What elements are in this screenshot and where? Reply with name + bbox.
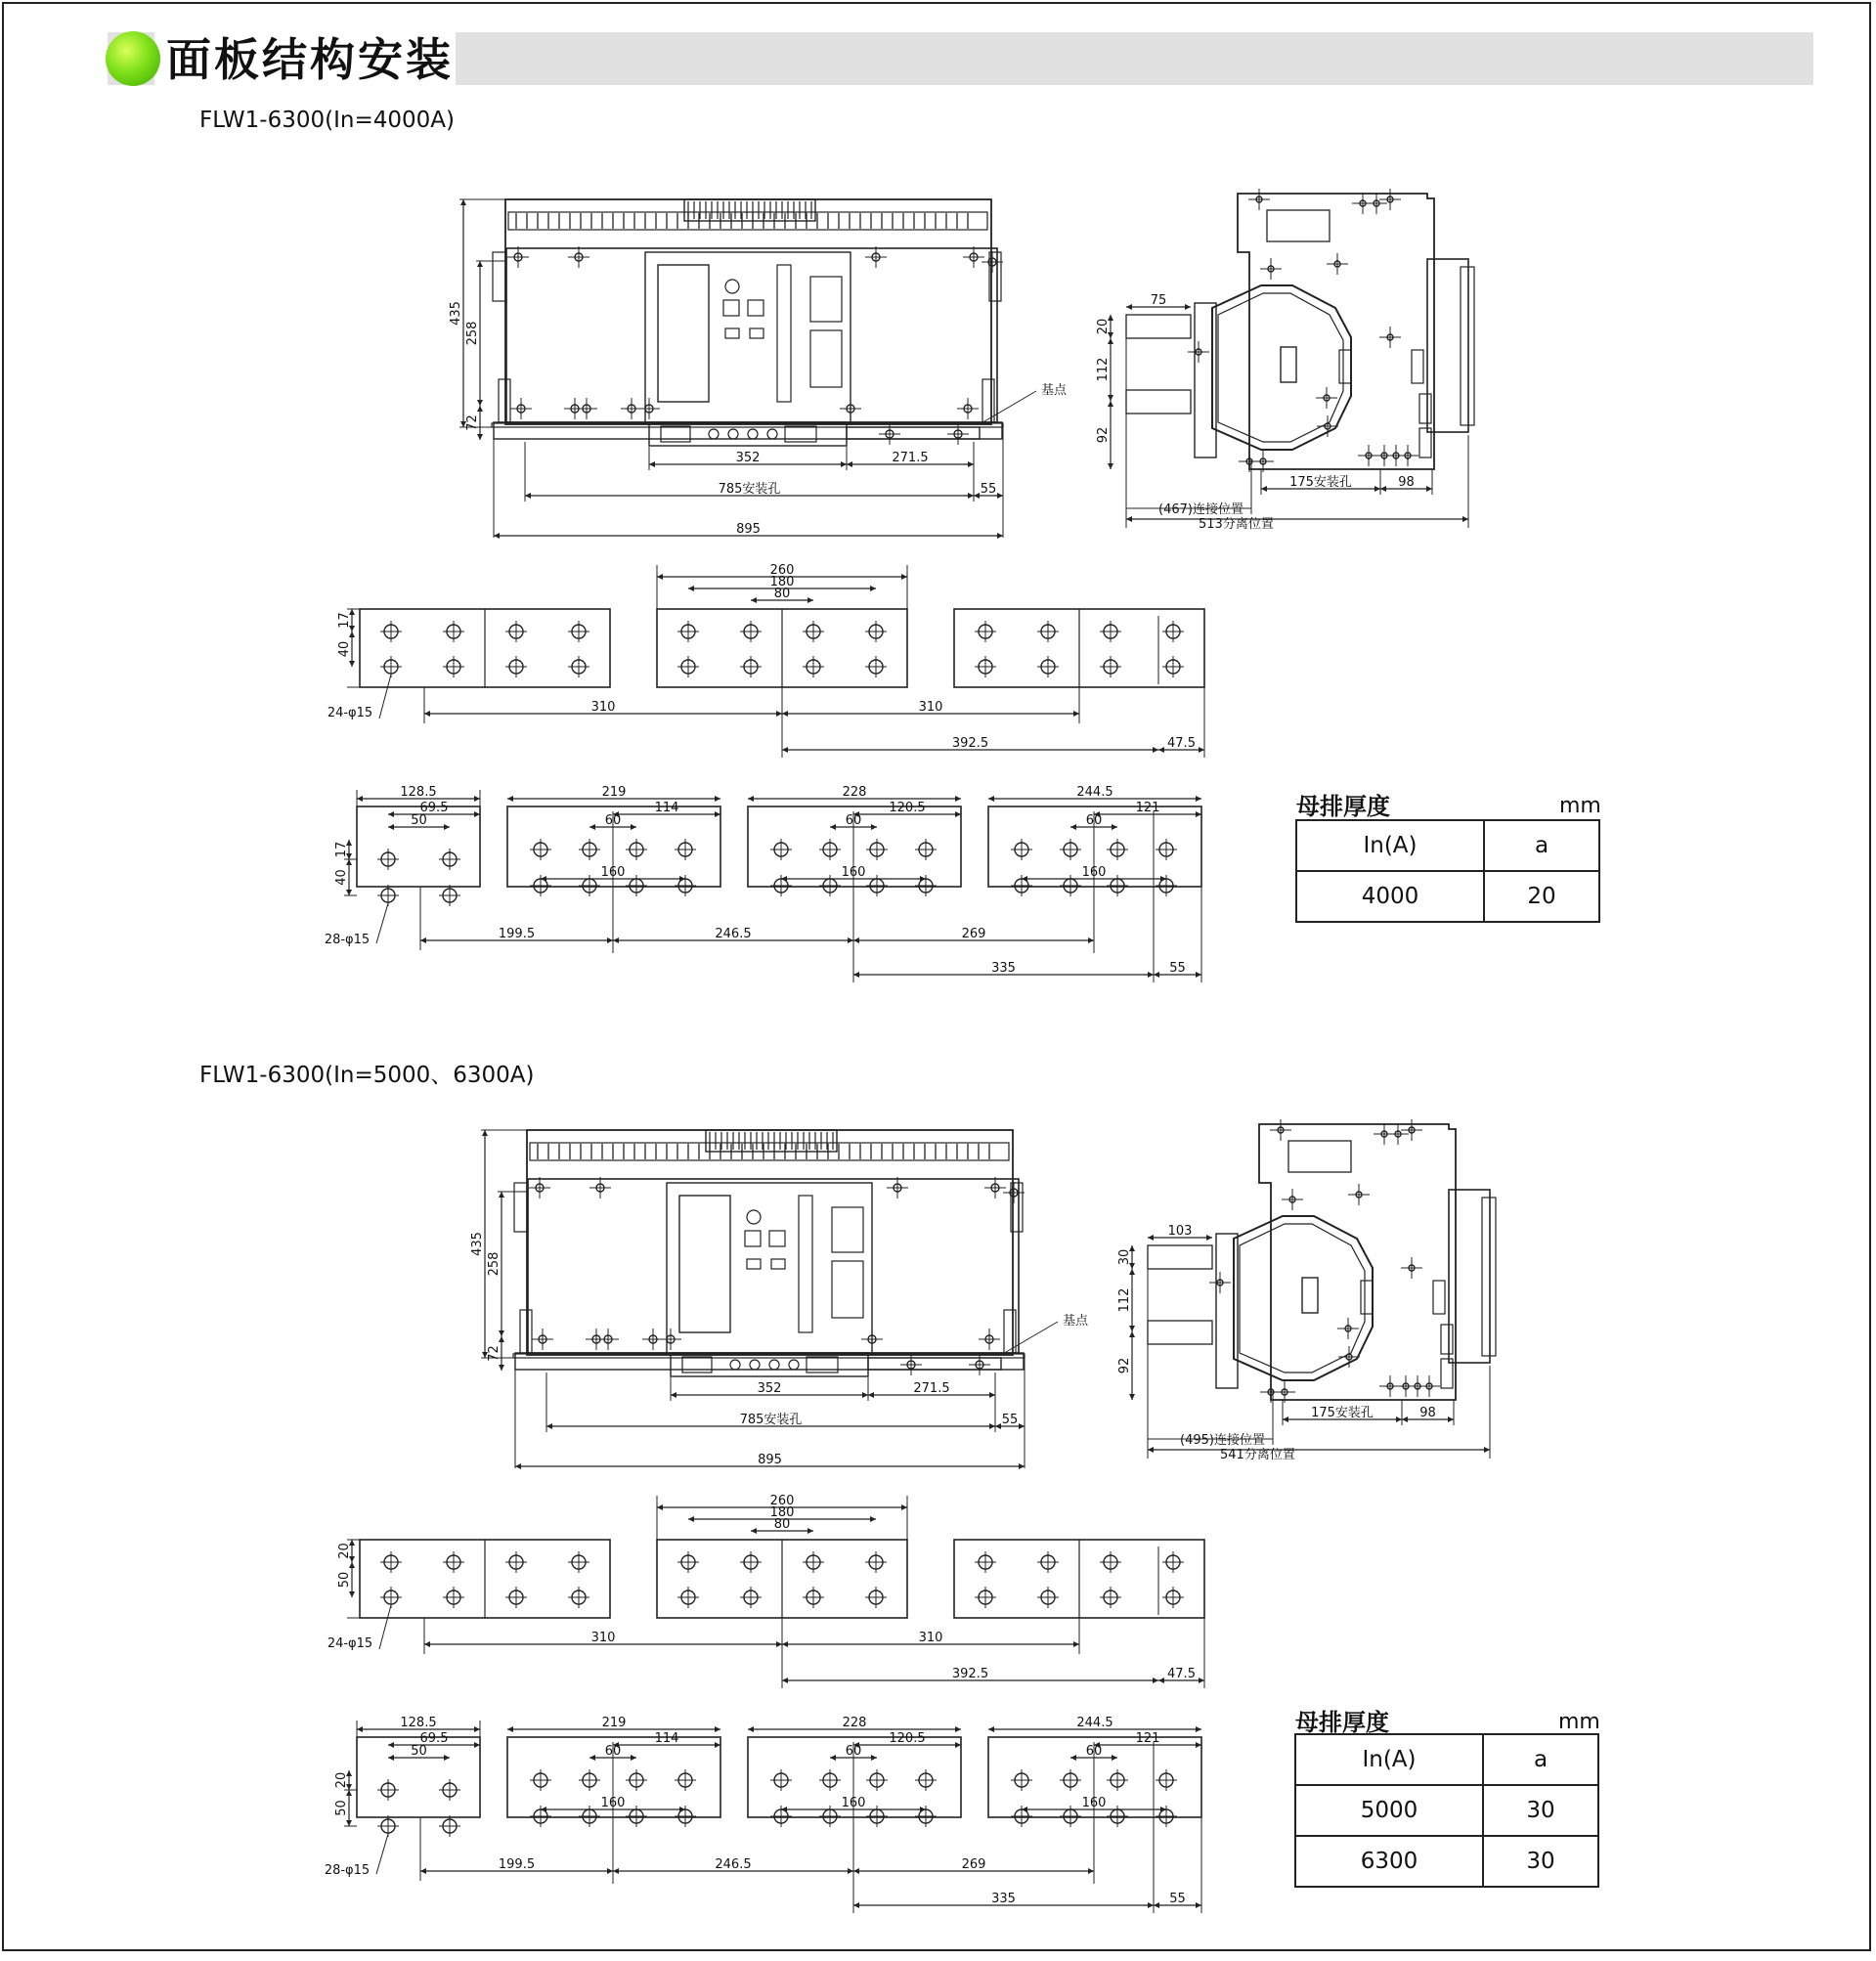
drawing-rect bbox=[667, 1183, 872, 1354]
arrow-mark bbox=[357, 1726, 363, 1732]
table-header-cell: a bbox=[1484, 820, 1599, 871]
dimension-label: 30 bbox=[1117, 1248, 1132, 1266]
arrow-mark bbox=[1153, 1678, 1158, 1683]
dimension-label: 80 bbox=[773, 1517, 791, 1532]
dimension-label: 180 bbox=[769, 1505, 795, 1520]
arrow-mark bbox=[868, 1392, 874, 1398]
arrow-mark bbox=[420, 1868, 426, 1874]
dimension-label: 895 bbox=[736, 522, 761, 537]
arrow-mark bbox=[1148, 1235, 1154, 1241]
arrow-mark bbox=[346, 1790, 352, 1796]
dimension-label: 50 bbox=[334, 1800, 349, 1816]
arrow-mark bbox=[424, 1641, 430, 1647]
drawing-rect bbox=[1302, 1278, 1318, 1313]
dimension-label: 60 bbox=[604, 1744, 622, 1759]
dimension-label: 269 bbox=[961, 927, 986, 941]
arrow-mark bbox=[988, 1726, 994, 1732]
arrow-mark bbox=[989, 1392, 995, 1398]
dimension-label: 20 bbox=[1096, 318, 1111, 335]
arrow-mark bbox=[499, 1192, 504, 1198]
drawing-rect bbox=[1148, 1245, 1212, 1269]
dimension-label: 785安装孔 bbox=[739, 1413, 803, 1427]
dimension-label: 60 bbox=[1085, 1744, 1103, 1759]
dimension-label: 352 bbox=[757, 1381, 782, 1396]
arrow-mark bbox=[607, 1868, 613, 1874]
dimension-label: 17 bbox=[337, 612, 352, 629]
dimension-label: 128.5 bbox=[400, 1716, 437, 1730]
table-2-unit: mm bbox=[1558, 1710, 1600, 1734]
button-icon bbox=[730, 1360, 740, 1370]
arrow-mark bbox=[482, 1130, 488, 1136]
dimension-label: 47.5 bbox=[1167, 736, 1196, 751]
table-cell: 5000 bbox=[1295, 1785, 1483, 1836]
indicator-icon bbox=[747, 1210, 761, 1224]
arrow-mark bbox=[1199, 1678, 1204, 1683]
dimension-label: (467)连接位置 bbox=[1158, 502, 1243, 517]
arrow-mark bbox=[1484, 1447, 1490, 1453]
arrow-mark bbox=[830, 1755, 836, 1761]
arrow-mark bbox=[853, 1868, 859, 1874]
hole-count-label: 24-φ15 bbox=[327, 706, 373, 720]
dimension-label: 98 bbox=[1419, 1406, 1436, 1420]
arrow-mark bbox=[474, 1742, 480, 1748]
dimension-label: 160 bbox=[600, 865, 626, 880]
arrow-mark bbox=[989, 1423, 995, 1429]
dimension-label: 55 bbox=[1169, 1892, 1186, 1906]
arrow-mark bbox=[671, 1392, 676, 1398]
dimension-label: 60 bbox=[604, 813, 622, 828]
arrow-mark bbox=[346, 1820, 352, 1826]
dimension-label: 199.5 bbox=[498, 927, 536, 941]
dimension-label: 180 bbox=[769, 575, 795, 589]
arrow-mark bbox=[613, 1868, 619, 1874]
side-view bbox=[1117, 1119, 1496, 1462]
dimension-label: 269 bbox=[961, 1857, 986, 1872]
arrow-mark bbox=[1019, 1423, 1025, 1429]
dimension-label: 352 bbox=[735, 451, 761, 465]
dimension-label: 50 bbox=[337, 1571, 352, 1589]
dimension-label: 244.5 bbox=[1076, 785, 1113, 800]
busbar-plate-a bbox=[327, 1494, 1204, 1688]
dimension-label: 114 bbox=[654, 1731, 679, 1746]
arrow-mark bbox=[631, 1755, 636, 1761]
arrow-mark bbox=[688, 1516, 694, 1522]
dimension-label: 271.5 bbox=[913, 1381, 950, 1396]
arrow-mark bbox=[1160, 1807, 1166, 1812]
dimension-label: 50 bbox=[411, 813, 427, 828]
arrow-mark bbox=[955, 1742, 961, 1748]
dimension-label: 55 bbox=[1001, 1413, 1019, 1427]
dimension-label: 112 bbox=[1117, 1287, 1132, 1313]
arrow-mark bbox=[1070, 1755, 1076, 1761]
drawing-rect bbox=[1288, 1141, 1351, 1172]
arrow-mark bbox=[776, 1641, 782, 1647]
table-1-unit: mm bbox=[1559, 794, 1601, 818]
arrow-mark bbox=[1158, 1678, 1164, 1683]
arrow-mark bbox=[1019, 1463, 1025, 1469]
section-label-1: FLW1-6300(In=4000A) bbox=[199, 108, 455, 133]
arrow-mark bbox=[444, 1755, 450, 1761]
arrow-mark bbox=[782, 1678, 788, 1683]
dimension-label: 435 bbox=[470, 1232, 485, 1256]
arrow-mark bbox=[1396, 1416, 1402, 1422]
arrow-mark bbox=[657, 1504, 663, 1510]
dimension-label: 335 bbox=[991, 1892, 1016, 1906]
drawing-line bbox=[1001, 1322, 1058, 1355]
dimension-label: 20 bbox=[337, 1543, 352, 1559]
thickness-table-2 bbox=[1294, 1733, 1599, 1888]
arrow-mark bbox=[920, 1807, 926, 1812]
table-cell: 4000 bbox=[1296, 871, 1484, 922]
dimension-label: 80 bbox=[773, 587, 791, 601]
base-point-note: 基点 bbox=[1062, 1314, 1089, 1329]
arrow-mark bbox=[349, 1562, 355, 1568]
dimension-label: 92 bbox=[1117, 1357, 1132, 1374]
dimension-label: 60 bbox=[845, 1744, 862, 1759]
table-header-cell: a bbox=[1483, 1734, 1598, 1785]
drawing-rect bbox=[771, 1259, 785, 1269]
dimension-label: 40 bbox=[337, 640, 352, 658]
dimension-label: 50 bbox=[411, 1744, 427, 1759]
dimension-label: 55 bbox=[1169, 961, 1186, 976]
arrow-mark bbox=[1148, 1902, 1154, 1908]
dimension-label: 60 bbox=[845, 813, 862, 828]
dimension-label: 114 bbox=[654, 801, 679, 815]
dimension-label: 310 bbox=[918, 1631, 943, 1645]
arrow-mark bbox=[515, 1463, 521, 1469]
arrow-mark bbox=[995, 1423, 1001, 1429]
dimension-label: 92 bbox=[1096, 426, 1111, 444]
arrow-mark bbox=[1129, 1269, 1135, 1275]
table-1-title: 母排厚度 bbox=[1296, 793, 1390, 820]
dimension-label: 219 bbox=[601, 1716, 627, 1730]
drawing-rect bbox=[520, 1310, 532, 1353]
drawing-rect bbox=[832, 1207, 863, 1252]
busbar-plate-b bbox=[325, 1716, 1201, 1913]
section-label-2: FLW1-6300(In=5000、6300A) bbox=[199, 1063, 535, 1088]
dimension-label: 310 bbox=[590, 700, 616, 715]
page-title: 面板结构安装 bbox=[166, 33, 454, 86]
dimension-label: 244.5 bbox=[1076, 1716, 1113, 1730]
table-header-cell: In(A) bbox=[1296, 820, 1484, 871]
dimension-label: 260 bbox=[769, 1494, 795, 1508]
dimension-label: 175安装孔 bbox=[1289, 475, 1352, 490]
dimension-label: 175安装孔 bbox=[1311, 1406, 1374, 1420]
dimension-label: 392.5 bbox=[951, 1667, 989, 1681]
dimension-label: 392.5 bbox=[951, 736, 989, 751]
dimension-label: 310 bbox=[590, 1631, 616, 1645]
arrow-mark bbox=[751, 1528, 757, 1534]
arrow-mark bbox=[1088, 1868, 1094, 1874]
dimension-label: 128.5 bbox=[400, 785, 437, 800]
arrow-mark bbox=[1196, 1902, 1201, 1908]
drawing-rect bbox=[1433, 1281, 1445, 1314]
table-row bbox=[1295, 1836, 1598, 1887]
drawing-rect bbox=[679, 1196, 730, 1332]
dimension-label: 785安装孔 bbox=[718, 482, 781, 497]
arrow-mark bbox=[871, 1755, 877, 1761]
drawing-rect bbox=[1482, 1198, 1496, 1356]
arrow-mark bbox=[807, 1528, 813, 1534]
table-cell: 30 bbox=[1483, 1836, 1598, 1887]
dimension-label: 60 bbox=[1085, 813, 1103, 828]
arrow-mark bbox=[546, 1423, 552, 1429]
arrow-mark bbox=[349, 1591, 355, 1597]
drawing-rect bbox=[1361, 1281, 1373, 1314]
dimension-label: 228 bbox=[842, 1716, 867, 1730]
dimension-label: 228 bbox=[842, 785, 867, 800]
arrow-mark bbox=[781, 1807, 787, 1812]
hole-count-label: 24-φ15 bbox=[327, 1636, 373, 1651]
arrow-mark bbox=[715, 1726, 720, 1732]
dimension-label: 160 bbox=[600, 1796, 626, 1810]
arrow-mark bbox=[853, 1902, 859, 1908]
arrow-mark bbox=[1402, 1416, 1408, 1422]
dimension-label: 246.5 bbox=[715, 927, 752, 941]
button-icon bbox=[789, 1360, 799, 1370]
table-cell: 20 bbox=[1484, 871, 1599, 922]
dimension-label: 72 bbox=[487, 1345, 502, 1362]
arrow-mark bbox=[541, 1807, 546, 1812]
drawing-rect bbox=[832, 1261, 863, 1318]
dimension-label: 121 bbox=[1135, 801, 1160, 815]
arrow-mark bbox=[782, 1641, 788, 1647]
dimension-label: 17 bbox=[334, 841, 349, 858]
table-row bbox=[1296, 871, 1599, 922]
drawing-rect bbox=[799, 1196, 812, 1332]
arrow-mark bbox=[679, 1807, 685, 1812]
dimension-label: 120.5 bbox=[889, 1731, 926, 1746]
base-point-note: 基点 bbox=[1040, 383, 1068, 398]
arrow-mark bbox=[1129, 1331, 1135, 1337]
arrow-mark bbox=[955, 1726, 961, 1732]
hole-count-label: 28-φ15 bbox=[324, 933, 371, 947]
arrow-mark bbox=[589, 1755, 595, 1761]
dimension-label: 120.5 bbox=[889, 801, 926, 815]
dimension-label: 69.5 bbox=[419, 1731, 449, 1746]
drawing-rect bbox=[1004, 1310, 1016, 1353]
dimension-label: 20 bbox=[334, 1771, 349, 1789]
dimension-label: 199.5 bbox=[498, 1857, 536, 1872]
dimension-label: 47.5 bbox=[1167, 1667, 1196, 1681]
arrow-mark bbox=[499, 1336, 504, 1342]
dimension-label: 75 bbox=[1150, 293, 1167, 308]
arrow-mark bbox=[474, 1726, 480, 1732]
button-icon bbox=[769, 1360, 779, 1370]
arrow-mark bbox=[901, 1504, 907, 1510]
arrow-mark bbox=[388, 1755, 394, 1761]
dimension-label: 246.5 bbox=[715, 1857, 752, 1872]
table-cell: 30 bbox=[1483, 1785, 1598, 1836]
arrow-mark bbox=[499, 1365, 504, 1371]
dimension-label: 69.5 bbox=[419, 801, 449, 815]
table-cell: 6300 bbox=[1295, 1836, 1483, 1887]
thickness-table-1 bbox=[1295, 819, 1600, 923]
dimension-label: 219 bbox=[601, 785, 627, 800]
dimension-label: 40 bbox=[334, 869, 349, 886]
dimension-label: 258 bbox=[465, 321, 480, 346]
dimension-label: 335 bbox=[991, 961, 1016, 976]
drawing-rect bbox=[528, 1179, 1019, 1353]
drawing-rect bbox=[769, 1231, 785, 1246]
dimension-label: 271.5 bbox=[892, 451, 929, 465]
drawing-line bbox=[376, 1834, 388, 1874]
table-row bbox=[1296, 820, 1599, 871]
arrow-mark bbox=[1022, 1807, 1027, 1812]
dimension-label: 513分离位置 bbox=[1199, 517, 1274, 532]
drawing-line bbox=[379, 1605, 391, 1649]
dimension-label: 55 bbox=[980, 482, 997, 497]
dimension-label: 310 bbox=[918, 700, 943, 715]
arrow-mark bbox=[499, 1330, 504, 1336]
arrow-mark bbox=[715, 1742, 720, 1748]
arrow-mark bbox=[848, 1868, 853, 1874]
arrow-mark bbox=[1206, 1235, 1212, 1241]
arrow-mark bbox=[1129, 1394, 1135, 1400]
arrow-mark bbox=[1283, 1416, 1288, 1422]
drawing-rect bbox=[514, 1183, 528, 1232]
drawing-rect bbox=[1441, 1325, 1453, 1354]
front-view bbox=[470, 1130, 1089, 1469]
arrow-mark bbox=[1196, 1742, 1201, 1748]
dimension-label: 260 bbox=[769, 563, 795, 578]
dimension-label: (495)连接位置 bbox=[1180, 1433, 1265, 1448]
drawing-rect bbox=[747, 1259, 761, 1269]
table-header-cell: In(A) bbox=[1295, 1734, 1483, 1785]
dimension-label: 103 bbox=[1167, 1224, 1193, 1239]
arrow-mark bbox=[1129, 1326, 1135, 1331]
hole-count-label: 28-φ15 bbox=[324, 1863, 371, 1878]
drawing-rect bbox=[745, 1231, 761, 1246]
dimension-label: 435 bbox=[449, 301, 463, 326]
arrow-mark bbox=[507, 1726, 513, 1732]
dimension-label: 895 bbox=[758, 1453, 782, 1467]
button-icon bbox=[750, 1360, 760, 1370]
table-row bbox=[1295, 1785, 1598, 1836]
arrow-mark bbox=[1148, 1447, 1154, 1453]
arrow-mark bbox=[1154, 1902, 1159, 1908]
dimension-label: 98 bbox=[1398, 475, 1415, 490]
arrow-mark bbox=[862, 1392, 868, 1398]
dimension-label: 160 bbox=[841, 865, 866, 880]
dimension-label: 541分离位置 bbox=[1220, 1448, 1295, 1462]
arrow-mark bbox=[1196, 1726, 1201, 1732]
table-row bbox=[1295, 1734, 1598, 1785]
dimension-label: 112 bbox=[1096, 357, 1111, 382]
arrow-mark bbox=[1448, 1416, 1454, 1422]
arrow-mark bbox=[1112, 1755, 1117, 1761]
dimension-label: 160 bbox=[841, 1796, 866, 1810]
dimension-label: 121 bbox=[1135, 1731, 1160, 1746]
drawing-rect bbox=[1148, 1321, 1212, 1344]
arrow-mark bbox=[748, 1726, 754, 1732]
table-2-title: 母排厚度 bbox=[1295, 1709, 1389, 1736]
dimension-label: 160 bbox=[1081, 865, 1107, 880]
arrow-mark bbox=[1073, 1641, 1079, 1647]
dimension-label: 72 bbox=[465, 414, 480, 431]
arrow-mark bbox=[388, 1742, 394, 1748]
dimension-label: 160 bbox=[1081, 1796, 1107, 1810]
dimension-label: 258 bbox=[487, 1251, 502, 1277]
arrow-mark bbox=[870, 1516, 876, 1522]
